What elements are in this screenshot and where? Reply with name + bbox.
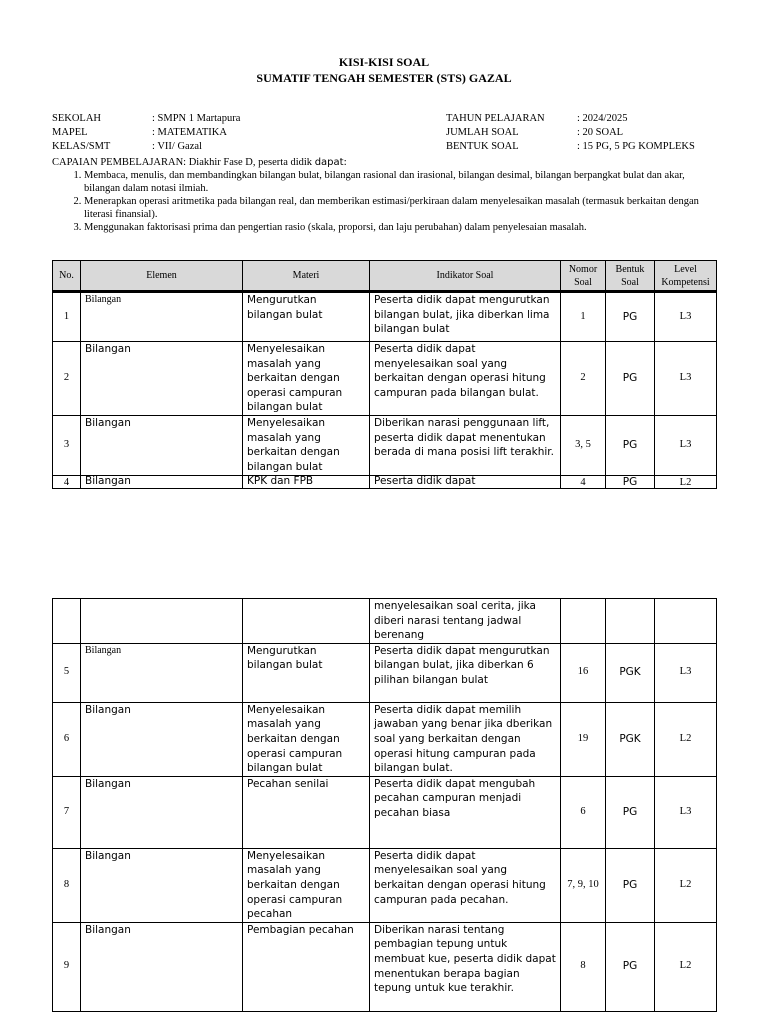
cell-bentuk: PG: [606, 922, 655, 1011]
header-level: Level Kompetensi: [655, 261, 717, 292]
info-row-mapel: [52, 126, 240, 140]
cell-level: L2: [655, 702, 717, 776]
cell-bentuk: PGK: [606, 643, 655, 702]
cell-bentuk: PG: [606, 848, 655, 922]
info-label: TAHUN PELAJARAN: [446, 113, 545, 124]
info-row-jumlah: [446, 126, 695, 140]
table-row: [53, 776, 717, 848]
cell-no: 7: [53, 776, 81, 848]
cell-indikator: Diberikan narasi penggunaan lift, peserta didik dapat menentukan berada di mana posisi lift terakhir.: [370, 416, 561, 476]
cell-materi: Menyelesaikan masalah yang berkaitan dengan operasi campuran bilangan bulat: [243, 342, 370, 416]
cell-level: L3: [655, 643, 717, 702]
cell-level: L2: [655, 476, 717, 489]
cell-bentuk: PG: [606, 342, 655, 416]
cell-no: [53, 599, 81, 644]
cell-elemen: Bilangan: [81, 702, 243, 776]
table-row: [53, 643, 717, 702]
cell-materi: Menyelesaikan masalah yang berkaitan dengan bilangan bulat: [243, 416, 370, 476]
exam-info: [446, 112, 695, 154]
cell-no: 9: [53, 922, 81, 1011]
header-no: No.: [53, 261, 81, 292]
info-value: : SMPN 1 Martapura: [152, 113, 241, 124]
cell-indikator: Peserta didik dapat memilih jawaban yang benar jika dberikan soal yang berkaitan dengan operasi hitung campuran pada bilangan bulat.: [370, 702, 561, 776]
cell-level: L3: [655, 342, 717, 416]
info-row-sekolah: [52, 112, 240, 126]
info-value: : MATEMATIKA: [152, 127, 227, 138]
cell-no: 8: [53, 848, 81, 922]
info-value: : VII/ Gazal: [152, 141, 202, 152]
cell-bentuk: PG: [606, 776, 655, 848]
cell-materi: Mengurutkan bilangan bulat: [243, 643, 370, 702]
table-row: [53, 848, 717, 922]
cell-nomor: 8: [561, 922, 606, 1011]
table-row-continuation: [53, 599, 717, 644]
cell-nomor: 19: [561, 702, 606, 776]
cell-elemen: Bilangan: [81, 292, 243, 342]
cell-elemen: [81, 599, 243, 644]
info-label: MAPEL: [52, 127, 88, 138]
info-label: KELAS/SMT: [52, 141, 111, 152]
table-header-row: [53, 261, 717, 292]
capaian-heading: [52, 156, 712, 169]
info-label: BENTUK SOAL: [446, 141, 519, 152]
info-label: JUMLAH SOAL: [446, 127, 519, 138]
cell-materi: Menyelesaikan masalah yang berkaitan dengan operasi campuran pecahan: [243, 848, 370, 922]
cell-elemen: Bilangan: [81, 416, 243, 476]
cell-indikator: Peserta didik dapat: [370, 476, 561, 489]
table-row: [53, 702, 717, 776]
cell-nomor: 6: [561, 776, 606, 848]
cell-elemen: Bilangan: [81, 776, 243, 848]
cell-nomor: 4: [561, 476, 606, 489]
info-value: : 2024/2025: [577, 113, 628, 124]
cell-no: 5: [53, 643, 81, 702]
cell-materi: [243, 599, 370, 644]
cell-indikator: Peserta didik dapat mengurutkan bilangan bulat, jika diberkan lima bilangan bulat: [370, 292, 561, 342]
info-label: SEKOLAH: [52, 113, 101, 124]
info-row-bentuk: [446, 140, 695, 154]
info-row-kelas: [52, 140, 240, 154]
header-elemen: Elemen: [81, 261, 243, 292]
cell-elemen: Bilangan: [81, 848, 243, 922]
cell-no: 3: [53, 416, 81, 476]
cell-level: [655, 599, 717, 644]
cell-materi: KPK dan FPB: [243, 476, 370, 489]
document-title: KISI-KISI SOAL: [338, 55, 430, 69]
info-value: : 15 PG, 5 PG KOMPLEKS: [577, 141, 695, 152]
cell-bentuk: PG: [606, 292, 655, 342]
cell-no: 4: [53, 476, 81, 489]
cell-nomor: 3, 5: [561, 416, 606, 476]
cell-indikator: Diberikan narasi tentang pembagian tepung untuk membuat kue, peserta didik dapat menentukan berapa bagian tepung untuk kue terakhir.: [370, 922, 561, 1011]
cell-elemen: Bilangan: [81, 922, 243, 1011]
capaian-item: 2. Menerapkan operasi aritmetika pada bilangan real, dan memberikan estimasi/perkiraan dalam menyelesaikan masalah (termasuk berkaitan dengan literasi finansial).: [84, 195, 712, 221]
info-row-tahun: [446, 112, 695, 126]
cell-level: L3: [655, 416, 717, 476]
header-bentuk: Bentuk Soal: [606, 261, 655, 292]
cell-level: L3: [655, 776, 717, 848]
capaian-heading-text: CAPAIAN PEMBELAJARAN: Diakhir Fase D, peserta didik: [52, 157, 313, 168]
cell-indikator: Peserta didik dapat mengubah pecahan campuran menjadi pecahan biasa: [370, 776, 561, 848]
kisi-kisi-table-page-1: [52, 260, 717, 489]
cell-materi: Pecahan senilai: [243, 776, 370, 848]
capaian-item: 1. Membaca, menulis, dan membandingkan bilangan bulat, bilangan rasional dan irasional, bilangan desimal, bilangan berpangkat bulat dan akar, bilangan dalam notasi ilmiah.: [84, 169, 712, 195]
cell-elemen: Bilangan: [81, 342, 243, 416]
cell-indikator: menyelesaikan soal cerita, jika diberi narasi tentang jadwal berenang: [370, 599, 561, 644]
info-value: : 20 SOAL: [577, 127, 624, 138]
header-materi: Materi: [243, 261, 370, 292]
table-row: [53, 922, 717, 1011]
cell-nomor: 2: [561, 342, 606, 416]
table-row: [53, 416, 717, 476]
cell-indikator: Peserta didik dapat menyelesaikan soal yang berkaitan dengan operasi hitung campuran pada pecahan.: [370, 848, 561, 922]
table-row: [53, 292, 717, 342]
kisi-kisi-table-page-2: [52, 598, 717, 1012]
cell-elemen: Bilangan: [81, 476, 243, 489]
cell-level: L2: [655, 922, 717, 1011]
capaian-list: [52, 169, 712, 234]
cell-materi: Pembagian pecahan: [243, 922, 370, 1011]
school-info: [52, 112, 240, 154]
cell-no: 6: [53, 702, 81, 776]
cell-level: L3: [655, 292, 717, 342]
cell-nomor: 16: [561, 643, 606, 702]
cell-no: 1: [53, 292, 81, 342]
cell-materi: Mengurutkan bilangan bulat: [243, 292, 370, 342]
table-row: [53, 476, 717, 489]
cell-bentuk: PG: [606, 476, 655, 489]
table-row: [53, 342, 717, 416]
capaian-item: 3. Menggunakan faktorisasi prima dan pengertian rasio (skala, proporsi, dan laju perubahan) dalam penyelesaian masalah.: [84, 221, 712, 234]
header-nomor: Nomor Soal: [561, 261, 606, 292]
cell-bentuk: [606, 599, 655, 644]
cell-nomor: [561, 599, 606, 644]
cell-nomor: 1: [561, 292, 606, 342]
cell-materi: Menyelesaikan masalah yang berkaitan dengan operasi campuran bilangan bulat: [243, 702, 370, 776]
cell-elemen: Bilangan: [81, 643, 243, 702]
cell-level: L2: [655, 848, 717, 922]
cell-indikator: Peserta didik dapat mengurutkan bilangan bulat, jika diberkan 6 pilihan bilangan bulat: [370, 643, 561, 702]
cell-bentuk: PG: [606, 416, 655, 476]
capaian-heading-tail: dapat:: [314, 157, 347, 168]
cell-no: 2: [53, 342, 81, 416]
document-subtitle: SUMATIF TENGAH SEMESTER (STS) GAZAL: [256, 71, 512, 85]
cell-bentuk: PGK: [606, 702, 655, 776]
cell-indikator: Peserta didik dapat menyelesaikan soal yang berkaitan dengan operasi hitung campuran pada bilangan bulat.: [370, 342, 561, 416]
cell-nomor: 7, 9, 10: [561, 848, 606, 922]
capaian-pembelajaran: [52, 156, 712, 234]
header-indikator: Indikator Soal: [370, 261, 561, 292]
